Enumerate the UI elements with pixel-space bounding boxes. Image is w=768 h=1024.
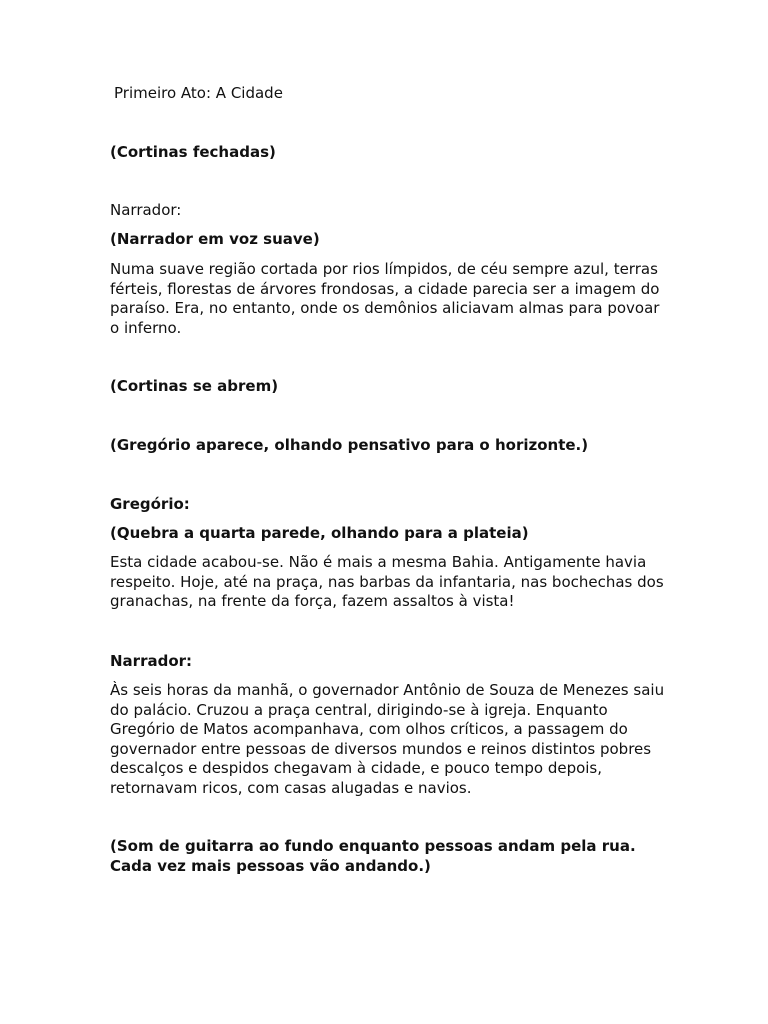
stage-direction-guitar: (Som de guitarra ao fundo enquanto pessoas andam pela rua. Cada vez mais pessoas vão andando.) [110, 837, 636, 875]
speaker-narrator-2: Narrador: [110, 652, 193, 670]
narrator-speech-1: Numa suave região cortada por rios límpidos, de céu sempre azul, terras férteis, florestas de árvores frondosas, a cidade parecia ser a imagem do paraíso. Era, no entanto, onde os demônios aliciavam almas para povoar o inferno. [110, 260, 660, 337]
narrator-speech-2: Às seis horas da manhã, o governador Antônio de Souza de Menezes saiu do palácio. Cruzou a praça central, dirigindo-se à igreja. Enquanto Gregório de Matos acompanhava, com olhos críticos, a passagem do governador entre pessoas de diversos mundos e reinos distintos pobres descalços e despidos chegavam à cidade, e pouco tempo depois, retornavam ricos, com casas alugadas e navios. [110, 681, 665, 797]
direction-narrator-voice: (Narrador em voz suave) [110, 230, 320, 248]
speaker-narrator: Narrador: [110, 201, 182, 219]
gregorio-speech: Esta cidade acabou-se. Não é mais a mesma Bahia. Antigamente havia respeito. Hoje, até na praça, nas barbas da infantaria, nas bochechas dos granachas, na frente da força, fazem assaltos à vista! [110, 553, 664, 610]
speaker-gregorio: Gregório: [110, 495, 190, 513]
stage-direction-curtains-closed: (Cortinas fechadas) [110, 143, 276, 161]
act-title: Primeiro Ato: A Cidade [114, 84, 283, 102]
direction-fourth-wall: (Quebra a quarta parede, olhando para a plateia) [110, 524, 529, 542]
stage-direction-gregorio-appears: (Gregório aparece, olhando pensativo para o horizonte.) [110, 436, 589, 454]
stage-direction-curtains-open: (Cortinas se abrem) [110, 377, 279, 395]
